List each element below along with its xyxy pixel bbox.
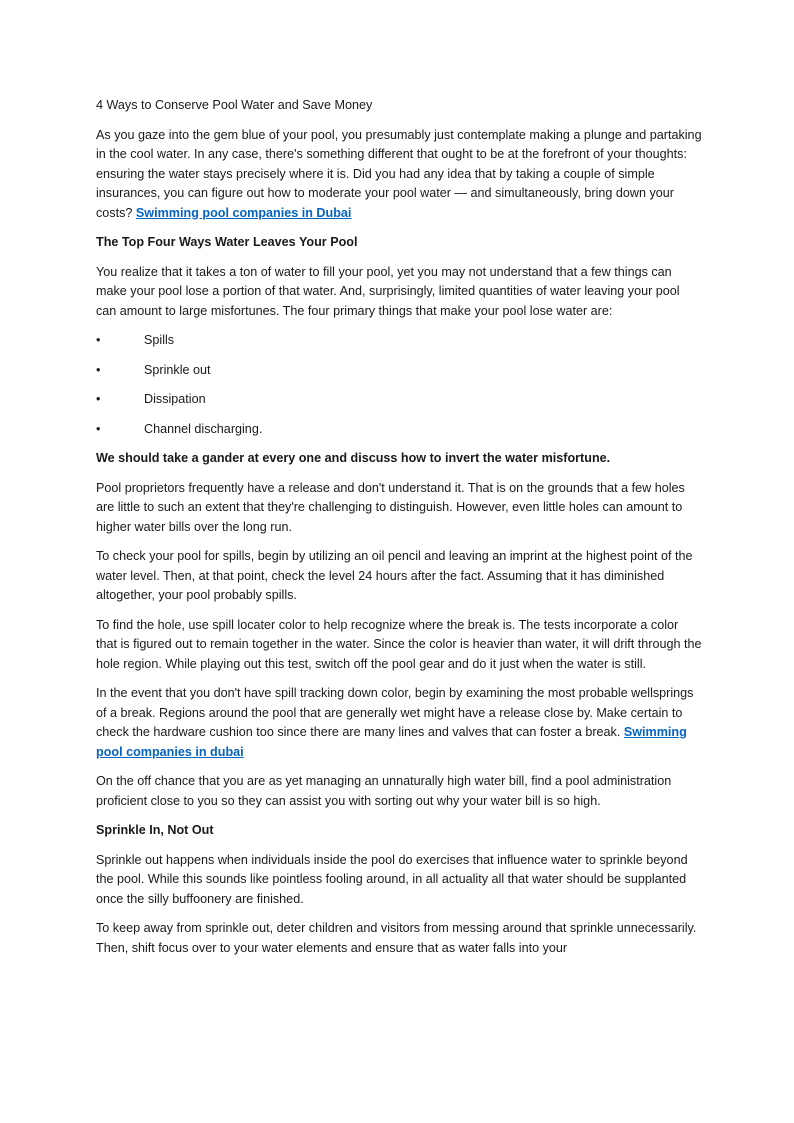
leaks-paragraph-5: On the off chance that you are as yet managing an unnaturally high water bill, find a pool administration proficient close to you so they can assist you with sorting out why your water bill is so high. <box>96 774 672 808</box>
list-item <box>96 331 702 351</box>
list-item-text: Channel discharging. <box>144 421 263 436</box>
leaks-paragraph-4 <box>96 684 702 762</box>
bullet-icon: • <box>96 392 101 406</box>
leaks-paragraph-3: To find the hole, use spill locater color to help recognize where the break is. The tests incorporate a color that is figured out to remain together in the water. Since the color is heavier than water, it will drift through the hole region. While playing out this test, switch off the pool gear and do it just when the water is still. <box>96 617 702 671</box>
splash-paragraph-2: To keep away from sprinkle out, deter children and visitors from messing around that sprinkle unnecessarily. Then, shift focus over to your water elements and ensure that as water falls into your <box>96 921 697 955</box>
list-item-text: Dissipation <box>144 392 206 406</box>
swimming-pool-companies-link-1[interactable]: Swimming pool companies in Dubai <box>135 205 352 220</box>
section1-heading: The Top Four Ways Water Leaves Your Pool <box>96 235 358 249</box>
bullet-icon: • <box>96 421 101 436</box>
leaks-paragraph-2: To check your pool for spills, begin by utilizing an oil pencil and leaving an imprint at the highest point of the water level. Then, at that point, check the level 24 hours after the fact. Assuming that it has diminished altogether, your pool probably spills. <box>96 549 693 602</box>
bullet-icon: • <box>96 333 101 347</box>
section3-heading: Sprinkle In, Not Out <box>96 823 214 837</box>
list-item <box>96 420 702 440</box>
leaks-paragraph-1: Pool proprietors frequently have a release and don't understand it. That is on the grounds that a few holes are little to such an extent that they're challenging to distinguish. However, even little holes can amount to higher water bills over the long run. <box>96 480 685 534</box>
intro-text: As you gaze into the gem blue of your pool, you presumably just contemplate making a plunge and partaking in the cool water. In any case, there's something different that ought to be at the forefront of your thoughts: ensuring the water stays precisely where it is. Did you had any idea that by taking a couple of simple insurances, you can figure out how to moderate your pool water — and simultaneously, bring down your costs? <box>96 127 702 220</box>
leaks-paragraph-4-text: In the event that you don't have spill tracking down color, begin by examining the most probable wellsprings of a break. Regions around the pool that are generally wet might have a release close by. Make certain to check the hardware cushion too since there are many lines and valves that can foster a break. <box>96 686 694 739</box>
list-item-text: Sprinkle out <box>144 362 211 377</box>
document-title: 4 Ways to Conserve Pool Water and Save Money <box>96 98 373 112</box>
list-item <box>96 390 702 410</box>
water-loss-list <box>96 331 702 439</box>
intro-paragraph <box>96 126 702 224</box>
section2-heading: We should take a gander at every one and discuss how to invert the water misfortune. <box>96 451 611 465</box>
swimming-pool-companies-link-2[interactable]: Swimming pool companies in dubai <box>96 725 687 759</box>
bullet-icon: • <box>96 362 101 377</box>
list-item-text: Spills <box>144 333 175 347</box>
section1-paragraph: You realize that it takes a ton of water to fill your pool, yet you may not understand that a few things can make your pool lose a portion of that water. And, surprisingly, limited quantities of water leaving your pool can amount to large misfortunes. The four primary things that make your pool lose water are: <box>96 264 680 318</box>
list-item <box>96 361 702 381</box>
document-page <box>96 96 702 968</box>
splash-paragraph-1: Sprinkle out happens when individuals inside the pool do exercises that influence water to sprinkle beyond the pool. While this sounds like pointless fooling around, in all actuality all that water should be supplanted once the silly buffoonery are finished. <box>96 852 688 906</box>
